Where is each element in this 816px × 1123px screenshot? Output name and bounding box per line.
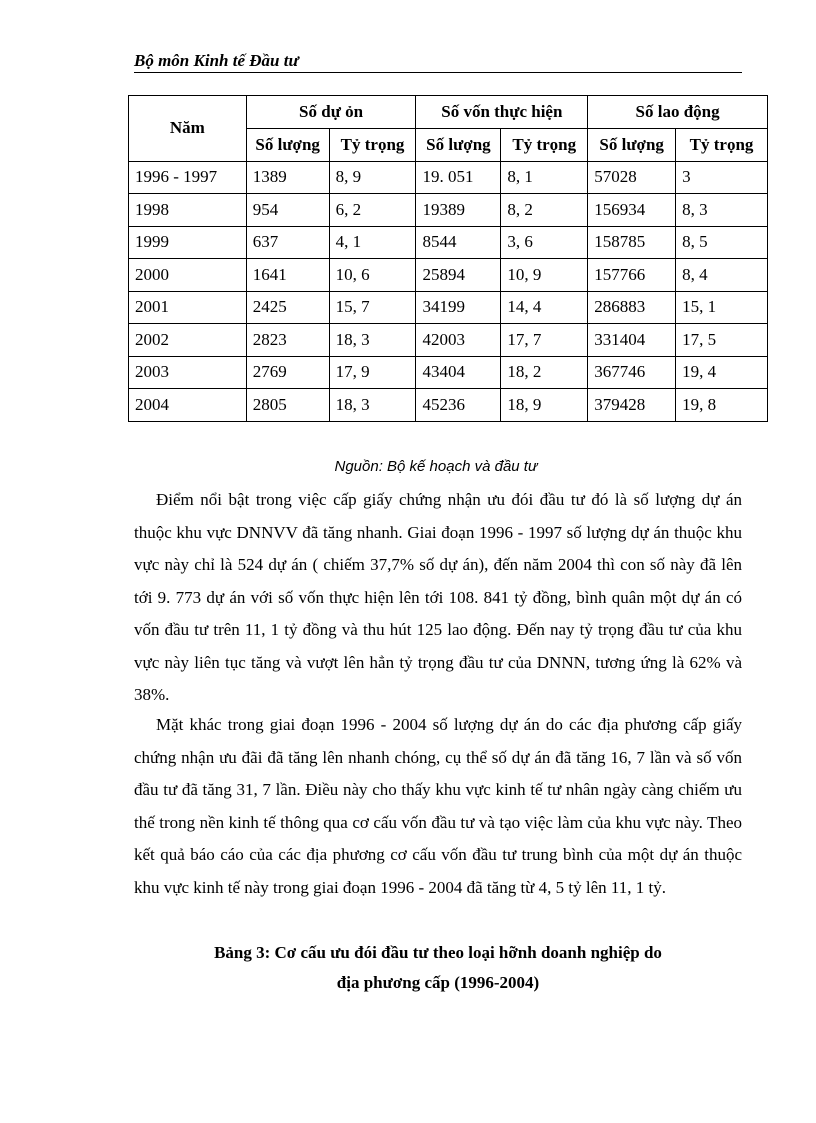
table-cell: 2425: [246, 291, 329, 324]
table-cell: 43404: [416, 356, 501, 389]
group-header-capital: Số vốn thực hiện: [416, 96, 588, 129]
sub-header: Tỷ trọng: [329, 128, 416, 161]
table-cell: 19. 051: [416, 161, 501, 194]
table-cell: 18, 9: [501, 389, 588, 422]
table-cell: 45236: [416, 389, 501, 422]
table-cell: 2001: [129, 291, 247, 324]
table-cell: 3: [676, 161, 768, 194]
table-row: [129, 356, 768, 389]
paragraph-2: Mặt khác trong giai đoạn 1996 - 2004 số lượng dự án do các địa phương cấp giấy chứng nhận ưu đãi đã tăng lên nhanh chóng, cụ thể số dự án đã tăng 16, 7 lần và số vốn đầu tư đã tăng 31, 7 lần. Điều này cho thấy khu vực kinh tế tư nhân ngày càng chiếm ưu thế trong nền kinh tế thông qua cơ cấu vốn đầu tư và tạo việc làm của khu vực này. Theo kết quả báo cáo của các địa phương cơ cấu vốn đầu tư trung bình của một dự án thuộc khu vực kinh tế này trong giai đoạn 1996 - 2004 đã tăng từ 4, 5 tỷ lên 11, 1 tỷ.: [134, 715, 742, 897]
table-cell: 2003: [129, 356, 247, 389]
table-cell: 2769: [246, 356, 329, 389]
table-cell: 15, 7: [329, 291, 416, 324]
table-cell: 1641: [246, 259, 329, 292]
table-source: Nguồn: Bộ kế hoạch và đầu tư: [334, 458, 538, 475]
table-cell: 2004: [129, 389, 247, 422]
table-cell: 57028: [588, 161, 676, 194]
table-cell: 156934: [588, 194, 676, 227]
table-cell: 367746: [588, 356, 676, 389]
table-row: [129, 324, 768, 357]
table-cell: 10, 6: [329, 259, 416, 292]
table-cell: 42003: [416, 324, 501, 357]
group-header-labor: Số lao động: [588, 96, 768, 129]
table-cell: 637: [246, 226, 329, 259]
table-caption-line-2: địa phương cấp (1996-2004): [336, 973, 540, 992]
sub-header: Số lượng: [246, 128, 329, 161]
table-row: [129, 259, 768, 292]
table-cell: 25894: [416, 259, 501, 292]
table-cell: 19, 8: [676, 389, 768, 422]
table-cell: 18, 2: [501, 356, 588, 389]
table-cell: 157766: [588, 259, 676, 292]
table-cell: 3, 6: [501, 226, 588, 259]
table-cell: 8, 5: [676, 226, 768, 259]
table-cell: 6, 2: [329, 194, 416, 227]
sub-header: Số lượng: [416, 128, 501, 161]
table-cell: 17, 9: [329, 356, 416, 389]
paragraph-1: Điểm nổi bật trong việc cấp giấy chứng nhận ưu đói đầu tư đó là số lượng dự án thuộc khu vực DNNVV đã tăng nhanh. Giai đoạn 1996 - 1997 số lượng dự án thuộc khu vực này chỉ là 524 dự án ( chiếm 37,7% số dự án), đến năm 2004 thì con số này đã lên tới 9. 773 dự án với số vốn thực hiện lên tới 108. 841 tỷ đồng, bình quân một dự án có vốn đầu tư trên 11, 1 tỷ đồng và thu hút 125 lao động. Đến nay tỷ trọng đầu tư của khu vực này liên tục tăng và vượt lên hẳn tỷ trọng đầu tư của DNNN, tương ứng là 62% và 38%.: [134, 490, 742, 704]
table-cell: 1999: [129, 226, 247, 259]
table-cell: 2002: [129, 324, 247, 357]
table-cell: 954: [246, 194, 329, 227]
table-cell: 286883: [588, 291, 676, 324]
table-cell: 4, 1: [329, 226, 416, 259]
table-row: [129, 194, 768, 227]
page-header: [134, 50, 742, 73]
table-cell: 8544: [416, 226, 501, 259]
table-caption-line-1: Bảng 3: Cơ cấu ưu đói đầu tư theo loại hỡnh doanh nghiệp do: [214, 943, 662, 962]
table-row: [129, 291, 768, 324]
table-cell: 8, 9: [329, 161, 416, 194]
table-cell: 18, 3: [329, 324, 416, 357]
sub-header: Tỷ trọng: [676, 128, 768, 161]
table-cell: 14, 4: [501, 291, 588, 324]
table-row: [129, 226, 768, 259]
data-table: [128, 95, 768, 422]
sub-header: Số lượng: [588, 128, 676, 161]
table-row: [129, 161, 768, 194]
table-cell: 34199: [416, 291, 501, 324]
table-body: [129, 161, 768, 421]
table-cell: 15, 1: [676, 291, 768, 324]
table-cell: 2000: [129, 259, 247, 292]
table-cell: 19, 4: [676, 356, 768, 389]
table-cell: 17, 7: [501, 324, 588, 357]
table-cell: 1998: [129, 194, 247, 227]
group-header-projects: Số dự ỏn: [246, 96, 416, 129]
table-cell: 8, 3: [676, 194, 768, 227]
table-cell: 2805: [246, 389, 329, 422]
table-cell: 158785: [588, 226, 676, 259]
table-cell: 1389: [246, 161, 329, 194]
table-cell: 18, 3: [329, 389, 416, 422]
table-cell: 331404: [588, 324, 676, 357]
table-cell: 17, 5: [676, 324, 768, 357]
table-cell: 19389: [416, 194, 501, 227]
table-cell: 8, 2: [501, 194, 588, 227]
table-cell: 379428: [588, 389, 676, 422]
table-row: [129, 389, 768, 422]
sub-header: Tỷ trọng: [501, 128, 588, 161]
table-cell: 8, 4: [676, 259, 768, 292]
table-cell: 10, 9: [501, 259, 588, 292]
table-cell: 1996 - 1997: [129, 161, 247, 194]
header-title: Bộ môn Kinh tế Đầu tư: [134, 51, 299, 70]
table-cell: 8, 1: [501, 161, 588, 194]
table-cell: 2823: [246, 324, 329, 357]
year-header: Năm: [129, 96, 247, 162]
